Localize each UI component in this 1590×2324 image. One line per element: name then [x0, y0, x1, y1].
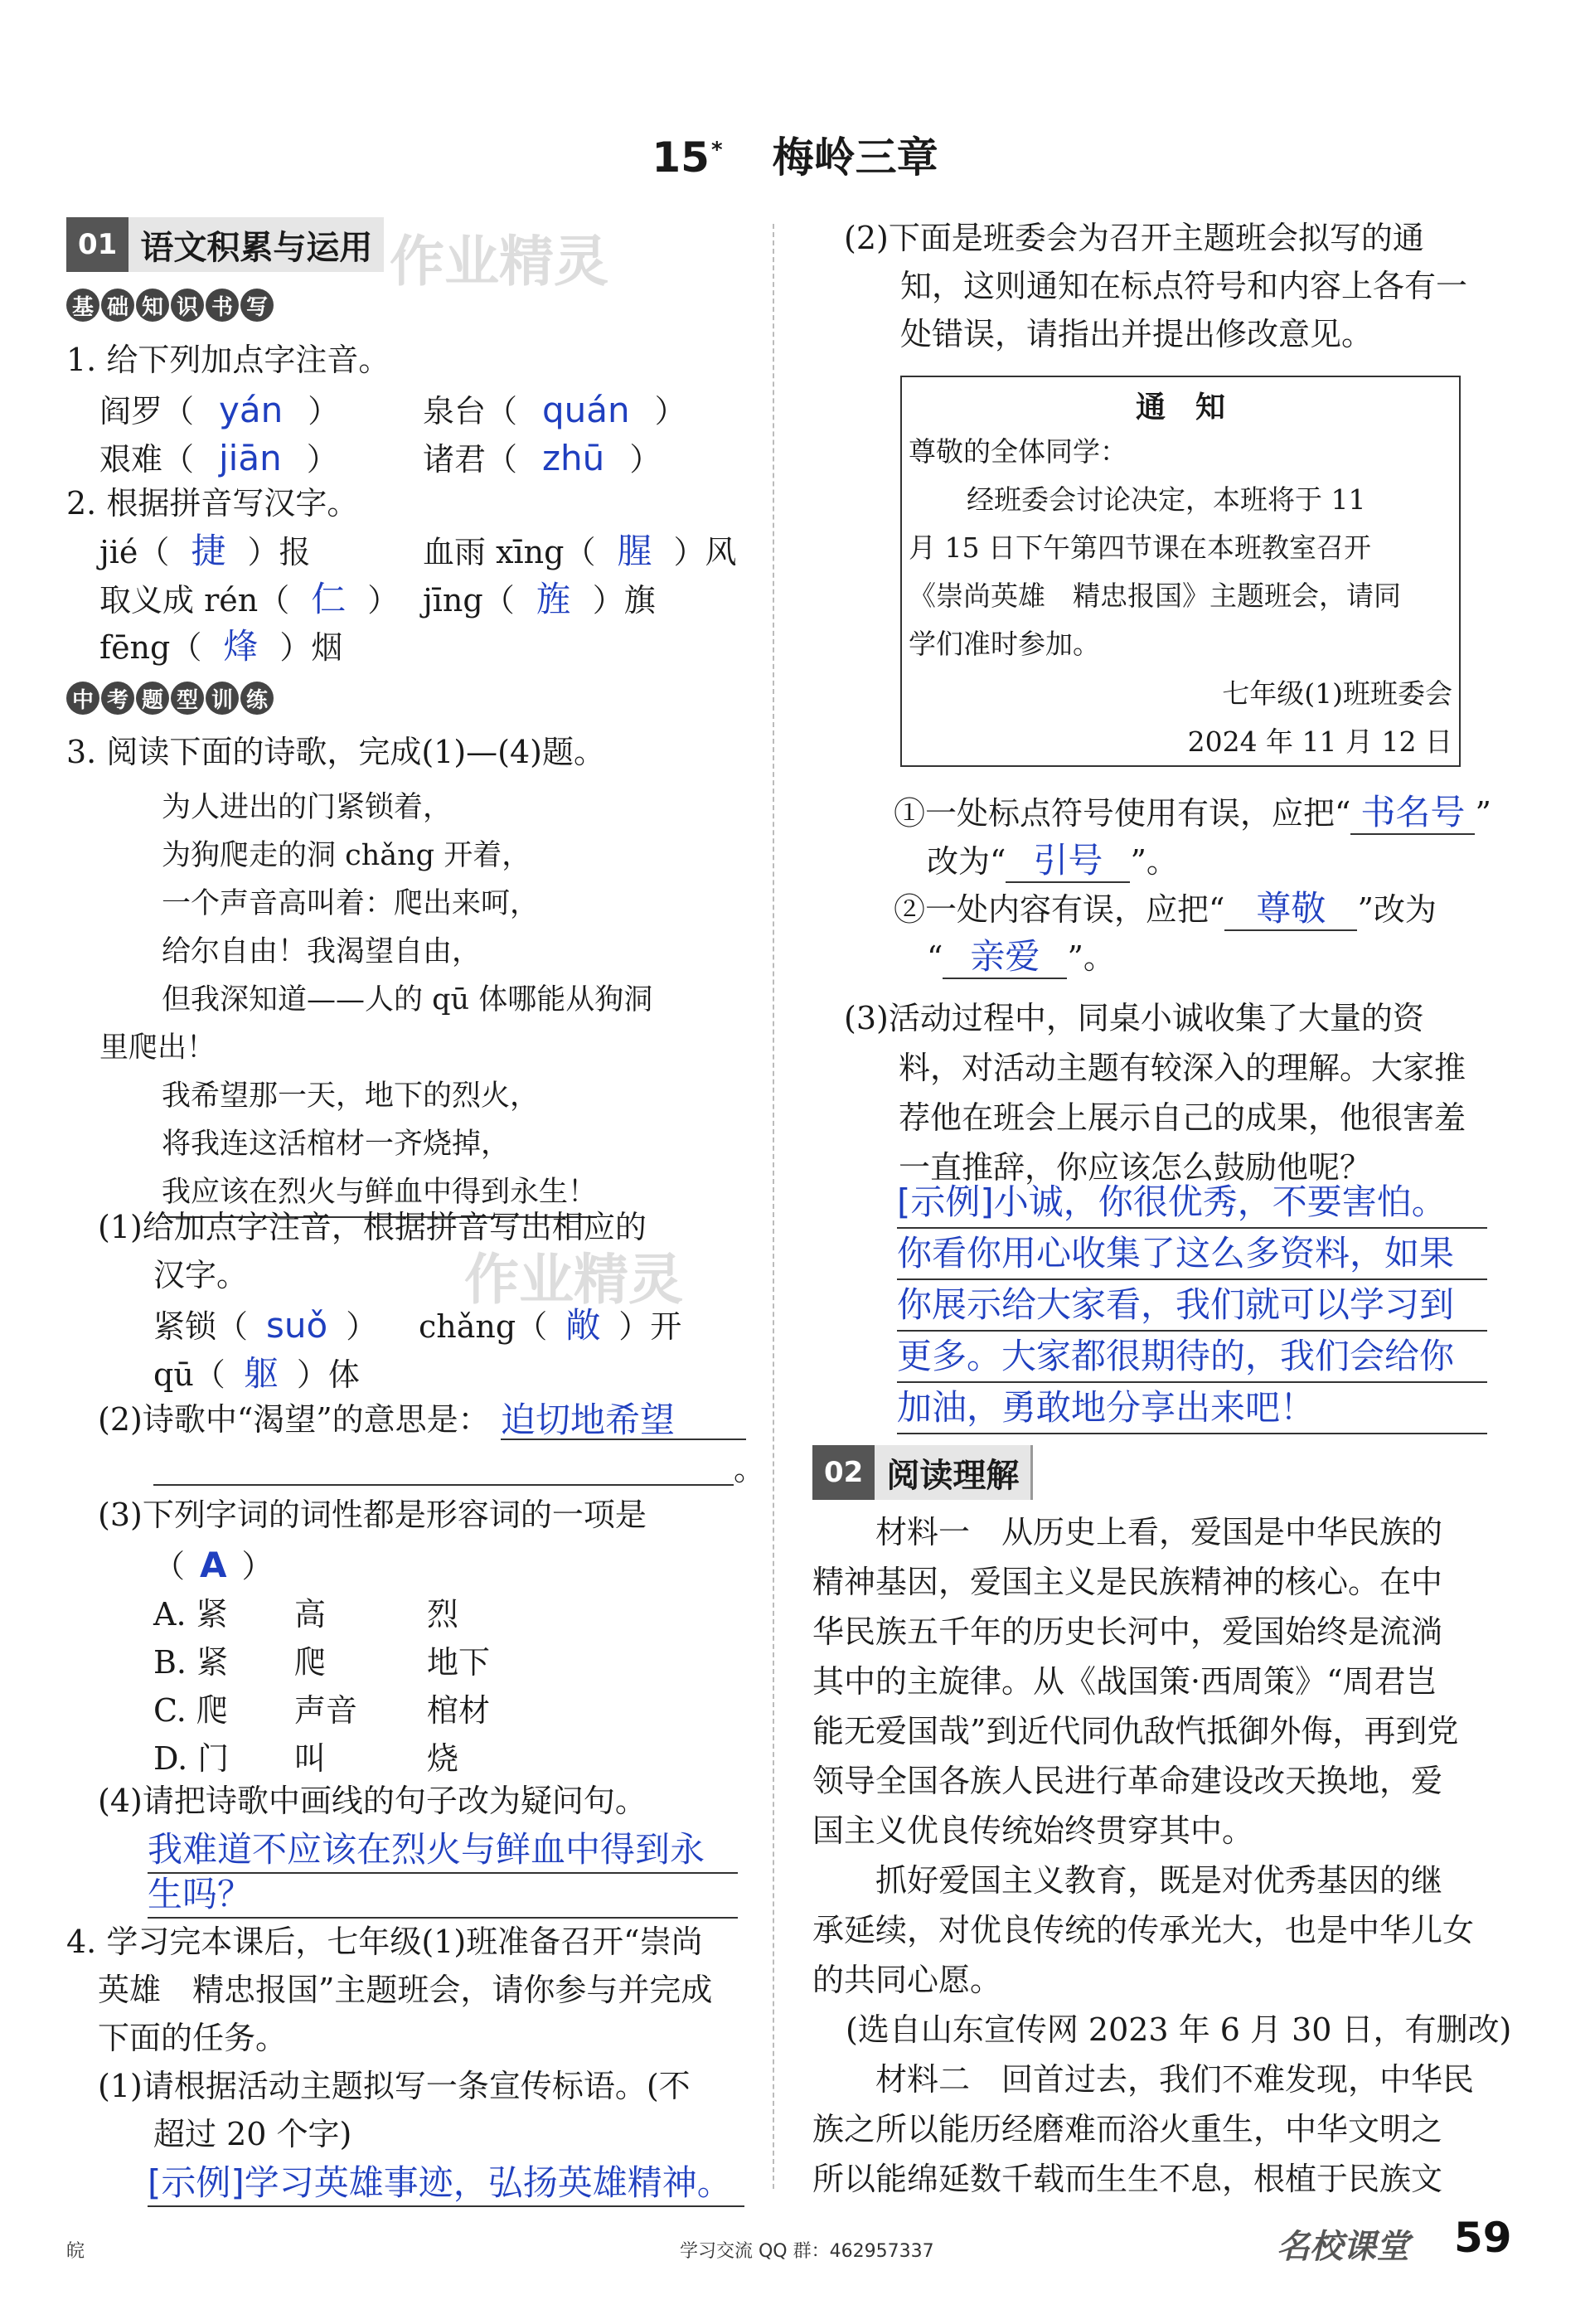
- q4-sub3-line: 料，对活动主题有较深入的理解。大家推: [899, 1050, 1466, 1086]
- q4-sub1-line1: (1)请根据活动主题拟写一条宣传标语。(不: [98, 2068, 691, 2104]
- q3-sub2-answer: 迫切地希望: [501, 1400, 676, 1440]
- q2-item-4: jīng（ 旌 ）旗: [423, 579, 656, 619]
- q1-item-1: 阎罗（ yán ）: [99, 390, 340, 430]
- q4-c1-line2: 改为“ 引号 ”。: [927, 840, 1178, 883]
- q3-sub2: (2)诗歌中“渴望”的意思是：: [98, 1401, 490, 1438]
- q4-sub1-answer: [示例]学习英雄事迹，弘扬英雄精神。: [148, 2156, 744, 2207]
- answer-line: [示例]小诚，你很优秀，不要害怕。: [897, 1177, 1487, 1229]
- q3-sub1-line2: 汉字。: [153, 1257, 249, 1293]
- reading-line: 族之所以能历经磨难而浴火重生，中华文明之: [812, 2111, 1443, 2147]
- q3-poem-part2: [162, 1072, 597, 1218]
- reading-source: (选自山东宣传网 2023 年 6 月 30 日，有删改): [846, 2011, 1512, 2048]
- q3-sub1-item3: qū（ 躯 ）体: [153, 1353, 360, 1394]
- reading-line: 华民族五千年的历史长河中，爱国始终是流淌: [812, 1613, 1443, 1650]
- poem-line: 但我深知道——人的 qū 体哪能从狗洞: [162, 983, 653, 1016]
- watermark-middle: 作业精灵: [464, 1248, 683, 1312]
- lesson-mark: *: [710, 138, 723, 163]
- reading-line: 能无爱国哉”到近代同仇敌忾抵御外侮，再到党: [812, 1713, 1459, 1749]
- section-02-label: 阅读理解: [875, 1445, 1033, 1500]
- badge-char: 书: [206, 289, 239, 322]
- reading-passage: [812, 1507, 1511, 2204]
- q4-sub3: [844, 993, 1466, 1192]
- badge-char: 练: [240, 682, 274, 715]
- answer-line: 你展示给大家看，我们就可以学习到: [897, 1280, 1487, 1332]
- reading-line: 所以能绵延数千载而生生不息，根植于民族文: [812, 2161, 1443, 2197]
- q3-stem: 3. 阅读下面的诗歌，完成(1)—(4)题。: [66, 734, 605, 770]
- q4-sub3-line: 荐他在班会上展示自己的成果，他很害羞: [899, 1099, 1466, 1136]
- badge-char: 知: [136, 289, 169, 322]
- q3-sub1-item1: 紧锁（ suǒ ）: [153, 1305, 378, 1346]
- q3-sub4-answer-line1: 我难道不应该在烈火与鲜血中得到永: [148, 1822, 738, 1874]
- footer-qq-group: 学习交流 QQ 群：462957337: [680, 2241, 934, 2262]
- notice-body-4: 学们准时参加。: [909, 628, 1100, 660]
- section-01-label: 语文积累与运用: [128, 217, 384, 272]
- badge-char: 考: [101, 682, 134, 715]
- poem-line: 为狗爬走的洞 chǎng 开着，: [162, 839, 531, 872]
- reading-line: 材料二 回首过去，我们不难发现，中华民: [875, 2061, 1475, 2098]
- reading-line: 国主义优良传统始终贯穿其中。: [812, 1812, 1254, 1849]
- reading-line: 抓好爱国主义教育，既是对优秀基因的继: [844, 1862, 1443, 1899]
- q4-sub2-line3: 处错误，请指出并提出修改意见。: [900, 316, 1374, 352]
- answer-line: 你看你用心收集了这么多资料，如果: [897, 1229, 1487, 1280]
- q2-stem: 2. 根据拼音写汉字。: [66, 485, 359, 522]
- reading-line: 的共同心愿。: [812, 1962, 1002, 1998]
- q3-sub2-end: 。: [734, 1451, 766, 1487]
- footer-brand-logo: 名校课堂: [1277, 2228, 1409, 2266]
- notice-box: [900, 376, 1461, 767]
- badge-basic-knowledge: [66, 289, 274, 322]
- column-divider: [773, 224, 774, 2189]
- reading-line: 材料一 从历史上看，爱国是中华民族的: [875, 1514, 1443, 1550]
- poem-line: 给尔自由！我渴望自由，: [162, 935, 482, 968]
- option-b: B. 紧 爬 地下: [153, 1644, 491, 1681]
- badge-char: 型: [171, 682, 204, 715]
- section-02-header: [812, 1445, 1033, 1500]
- q3-sub2-answer-line-2: [153, 1484, 734, 1486]
- badge-char: 训: [206, 682, 239, 715]
- q3-sub4: (4)请把诗歌中画线的句子改为疑问句。: [98, 1783, 647, 1819]
- q4-line2: 英雄 精忠报国”主题班会，请你参与并完成: [98, 1972, 713, 2008]
- q1-stem: 1. 给下列加点字注音。: [66, 342, 390, 378]
- q2-item-2: 血雨 xīng（ 腥 ）风: [423, 531, 737, 571]
- section-02-number: 02: [812, 1445, 875, 1500]
- badge-exam-training: [66, 682, 274, 715]
- reading-line: 承延续，对优良传统的传承光大，也是中华儿女: [812, 1912, 1475, 1948]
- reading-line: 精神基因，爱国主义是民族精神的核心。在中: [812, 1564, 1443, 1600]
- badge-char: 础: [101, 289, 134, 322]
- poem-line: 里爬出！: [99, 1031, 216, 1065]
- poem-line: 为人进出的门紧锁着，: [162, 791, 453, 824]
- q3-sub1-line1: (1)给加点字注音，根据拼音写出相应的: [98, 1209, 647, 1245]
- notice-signature: 七年级(1)班班委会: [1222, 677, 1452, 710]
- q3-options: [153, 1590, 490, 1783]
- q2-item-1: jié（ 捷 ）报: [99, 531, 311, 571]
- q4-line3: 下面的任务。: [98, 2020, 288, 2056]
- q4-c2-line1: ②一处内容有误，应把“ 尊敬 ”改为: [894, 888, 1437, 931]
- q4-sub3-line: (3)活动过程中，同桌小诚收集了大量的资: [844, 1000, 1424, 1036]
- section-01-number: 01: [66, 217, 128, 272]
- lesson-name: 梅岭三章: [772, 133, 938, 182]
- option-d: D. 门 叫 烧: [153, 1740, 459, 1777]
- reading-line: 领导全国各族人民进行革命建设改天换地，爱: [812, 1763, 1443, 1799]
- q3-sub3: (3)下列字词的词性都是形容词的一项是: [98, 1497, 647, 1533]
- watermark-top: 作业精灵: [390, 230, 608, 294]
- answer-line: 加油，勇敢地分享出来吧！: [897, 1383, 1487, 1434]
- q4-sub3-answer: [897, 1177, 1487, 1434]
- badge-char: 基: [66, 289, 99, 322]
- notice-body-3: 《崇尚英雄 精忠报国》主题班会，请同: [909, 580, 1401, 612]
- badge-char: 识: [171, 289, 204, 322]
- q4-sub2-line2: 知，这则通知在标点符号和内容上各有一: [900, 268, 1468, 304]
- poem-line: 我希望那一天，地下的烈火，: [162, 1080, 540, 1113]
- poem-line: 将我连这活棺材一齐烧掉，: [162, 1128, 511, 1161]
- answer-line: 更多。大家都很期待的，我们会给你: [897, 1332, 1487, 1383]
- q4-sub2-line1: (2)下面是班委会为召开主题班会拟写的通: [844, 220, 1424, 256]
- q4-sub1-line2: 超过 20 个字): [153, 2116, 352, 2152]
- poem-underlined-line: 我应该在烈火与鲜血中得到永生！: [162, 1168, 597, 1218]
- notice-body-2: 月 15 日下午第四节课在本班教室召开: [909, 531, 1371, 564]
- badge-char: 中: [66, 682, 99, 715]
- q3-sub3-answer-slot: （ A ）: [153, 1545, 274, 1585]
- q1-item-3: 艰难（ jiān ）: [99, 438, 338, 478]
- q1-item-2: 泉台（ quán ）: [423, 390, 686, 430]
- q3-poem: [162, 784, 652, 1024]
- notice-greeting: 尊敬的全体同学：: [909, 435, 1127, 468]
- notice-body-1: 经班委会讨论决定，本班将于 11: [967, 483, 1366, 516]
- badge-char: 写: [240, 289, 274, 322]
- poem-line: 一个声音高叫着：爬出来呵，: [162, 887, 540, 920]
- notice-title: 通 知: [1135, 391, 1225, 425]
- q1-item-4: 诸君（ zhū ）: [423, 438, 662, 478]
- q4-line1: 4. 学习完本课后，七年级(1)班准备召开“崇尚: [66, 1924, 703, 1960]
- q4-c1-line1: ①一处标点符号使用有误，应把“ 书名号 ”: [894, 792, 1491, 835]
- notice-date: 2024 年 11 月 12 日: [1187, 725, 1452, 758]
- q3-sub1-item2: chǎng（ 敞 ）开: [419, 1305, 682, 1346]
- badge-char: 题: [136, 682, 169, 715]
- q3-sub4-answer-line2: 生吗？: [148, 1867, 738, 1919]
- footer-region: 皖: [66, 2241, 85, 2262]
- q2-item-3: 取义成 rén（ 仁 ）: [99, 579, 400, 619]
- q4-sub3-line: 一直推辞，你应该怎么鼓励他呢？: [899, 1149, 1372, 1186]
- reading-line: 其中的主旋律。从《战国策·西周策》“周君岂: [812, 1663, 1437, 1700]
- q4-c2-line2: “ 亲爱 ”。: [927, 936, 1115, 979]
- option-a: A. 紧 高 烈: [153, 1596, 459, 1633]
- lesson-title: [0, 124, 1590, 184]
- q2-item-5: fēng（ 烽 ）烟: [99, 626, 343, 667]
- lesson-number: 15: [652, 133, 710, 182]
- option-c: C. 爬 声音 棺材: [153, 1692, 491, 1729]
- q3-sub2-answer-line: [501, 1439, 746, 1440]
- section-01-header: [66, 217, 384, 272]
- page-number: 59: [1454, 2214, 1512, 2262]
